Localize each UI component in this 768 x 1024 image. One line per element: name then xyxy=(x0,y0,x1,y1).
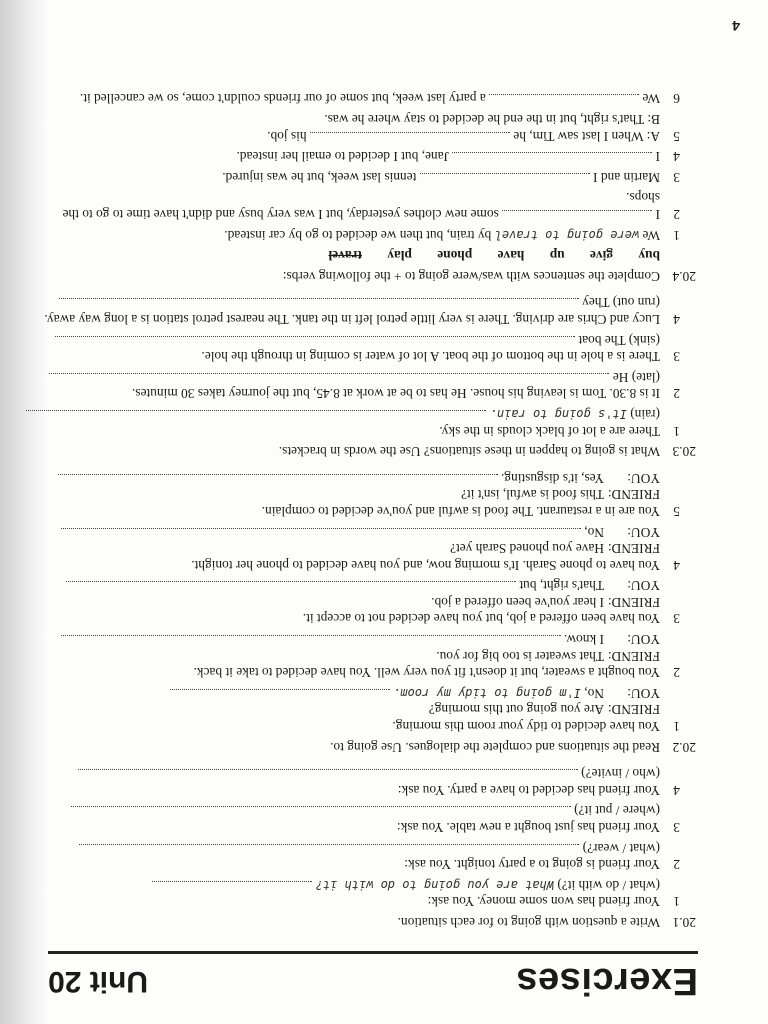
list-item: 4 I Jane, but I decided to email her instead. xyxy=(236,149,680,165)
exercise-number: 20.2 xyxy=(672,739,696,755)
exercise-instruction: Complete the sentences with was/were going to + the following verbs: xyxy=(282,268,660,284)
list-item: 5 You are in a restaurant. The food is awful and you've decided to complain. FRIEND: This food is awful, isn't it? YOU: Yes, it's disgusting. xyxy=(36,469,696,519)
list-item: 1 We were going to travel by train, but then we decided to go by car instead. xyxy=(224,227,680,243)
exercises-body xyxy=(36,90,696,940)
list-item: 2 I some new clothes yesterday, but I was very busy and didn't have time to go to the shops. xyxy=(62,190,680,223)
exercise-20-3 xyxy=(36,294,696,459)
exercise-number: 20.3 xyxy=(672,444,696,460)
unit-label: Unit 20 xyxy=(48,965,149,998)
handwritten-answer: I'm going to tidy my room. xyxy=(393,685,581,700)
list-item: 1 You have decided to tidy your room this morning. FRIEND: Are you going out this morning? YOU: No, I'm going to tidy my room. xyxy=(36,684,696,734)
exercise-instruction: What is going to happen in these situations? Use the words in brackets. xyxy=(278,444,660,460)
struck-verb: travel xyxy=(328,248,362,264)
list-item: 6 We a party last week, but some of our friends couldn't come, so we cancelled it. xyxy=(79,91,680,107)
page-title: Exercises xyxy=(516,960,698,1002)
exercise-20-2 xyxy=(36,469,696,755)
list-item: 4 Your friend has decided to have a party. You ask: (who / invite?) xyxy=(36,765,696,798)
exercise-number: 20.4 xyxy=(672,268,696,284)
list-item: 3 You have been offered a job, but you have decided not to accept it. FRIEND: I hear you've been offered a job. YOU: That's right, but xyxy=(36,577,696,627)
handwritten-answer: It's going to rain. xyxy=(489,406,627,421)
list-item: 1 There are a lot of black clouds in the sky. (rain) It's going to rain. xyxy=(36,405,696,438)
list-item: 2 You bought a sweater, but it doesn't fit you very well. You have decided to take it back. FRIEND: That sweater is too big for you. YOU: I know. xyxy=(36,631,696,681)
verb-list: buy give up have phone play travel xyxy=(328,248,660,264)
list-item: 4 You have to phone Sarah. It's morning now, and you have decided to phone her tonight. FRIEND: Have you phoned Sarah yet? YOU: No, xyxy=(36,523,696,573)
list-item: 3 There is a hole in the bottom of the boat. A lot of water is coming in through the hole. (sink) The boat xyxy=(36,331,696,364)
exercise-20-1 xyxy=(36,765,696,930)
handwritten-answer: What are you going to do with it? xyxy=(315,877,554,892)
exercise-number: 20.1 xyxy=(672,915,696,930)
handwritten-answer: were going to travel xyxy=(494,227,640,242)
page-header xyxy=(48,951,698,1008)
list-item: 2 Your friend is going to a party tonight. You ask: (what / wear?) xyxy=(36,839,696,872)
page-number: 4 xyxy=(732,18,740,34)
list-item: 4 Lucy and Chris are driving. There is very little petrol left in the tank. The nearest petrol station is a long way away. (run out) They xyxy=(44,295,680,327)
list-item: 1 Your friend has won some money. You ask: (what / do with it?) What are you going to do with it? xyxy=(36,876,696,909)
exercise-instruction: Write a question with going to for each situation. xyxy=(397,915,660,930)
list-item: 3 Martin and I tennis last week, but he was injured. xyxy=(222,169,680,185)
list-item: 5 A: When I last saw Tim, he his job. B: That's right, but in the end he decided to stay where he was. xyxy=(267,112,680,144)
list-item: 2 It is 8.30. Tom is leaving his house. He has to be at work at 8.45, but the journey takes 30 minutes. (late) He xyxy=(36,368,696,401)
list-item: 3 Your friend has just bought a new table. You ask: (where / put it?) xyxy=(36,802,696,835)
exercise-20-4 xyxy=(36,90,696,284)
exercise-instruction: Read the situations and complete the dialogues. Use going to. xyxy=(330,739,660,755)
